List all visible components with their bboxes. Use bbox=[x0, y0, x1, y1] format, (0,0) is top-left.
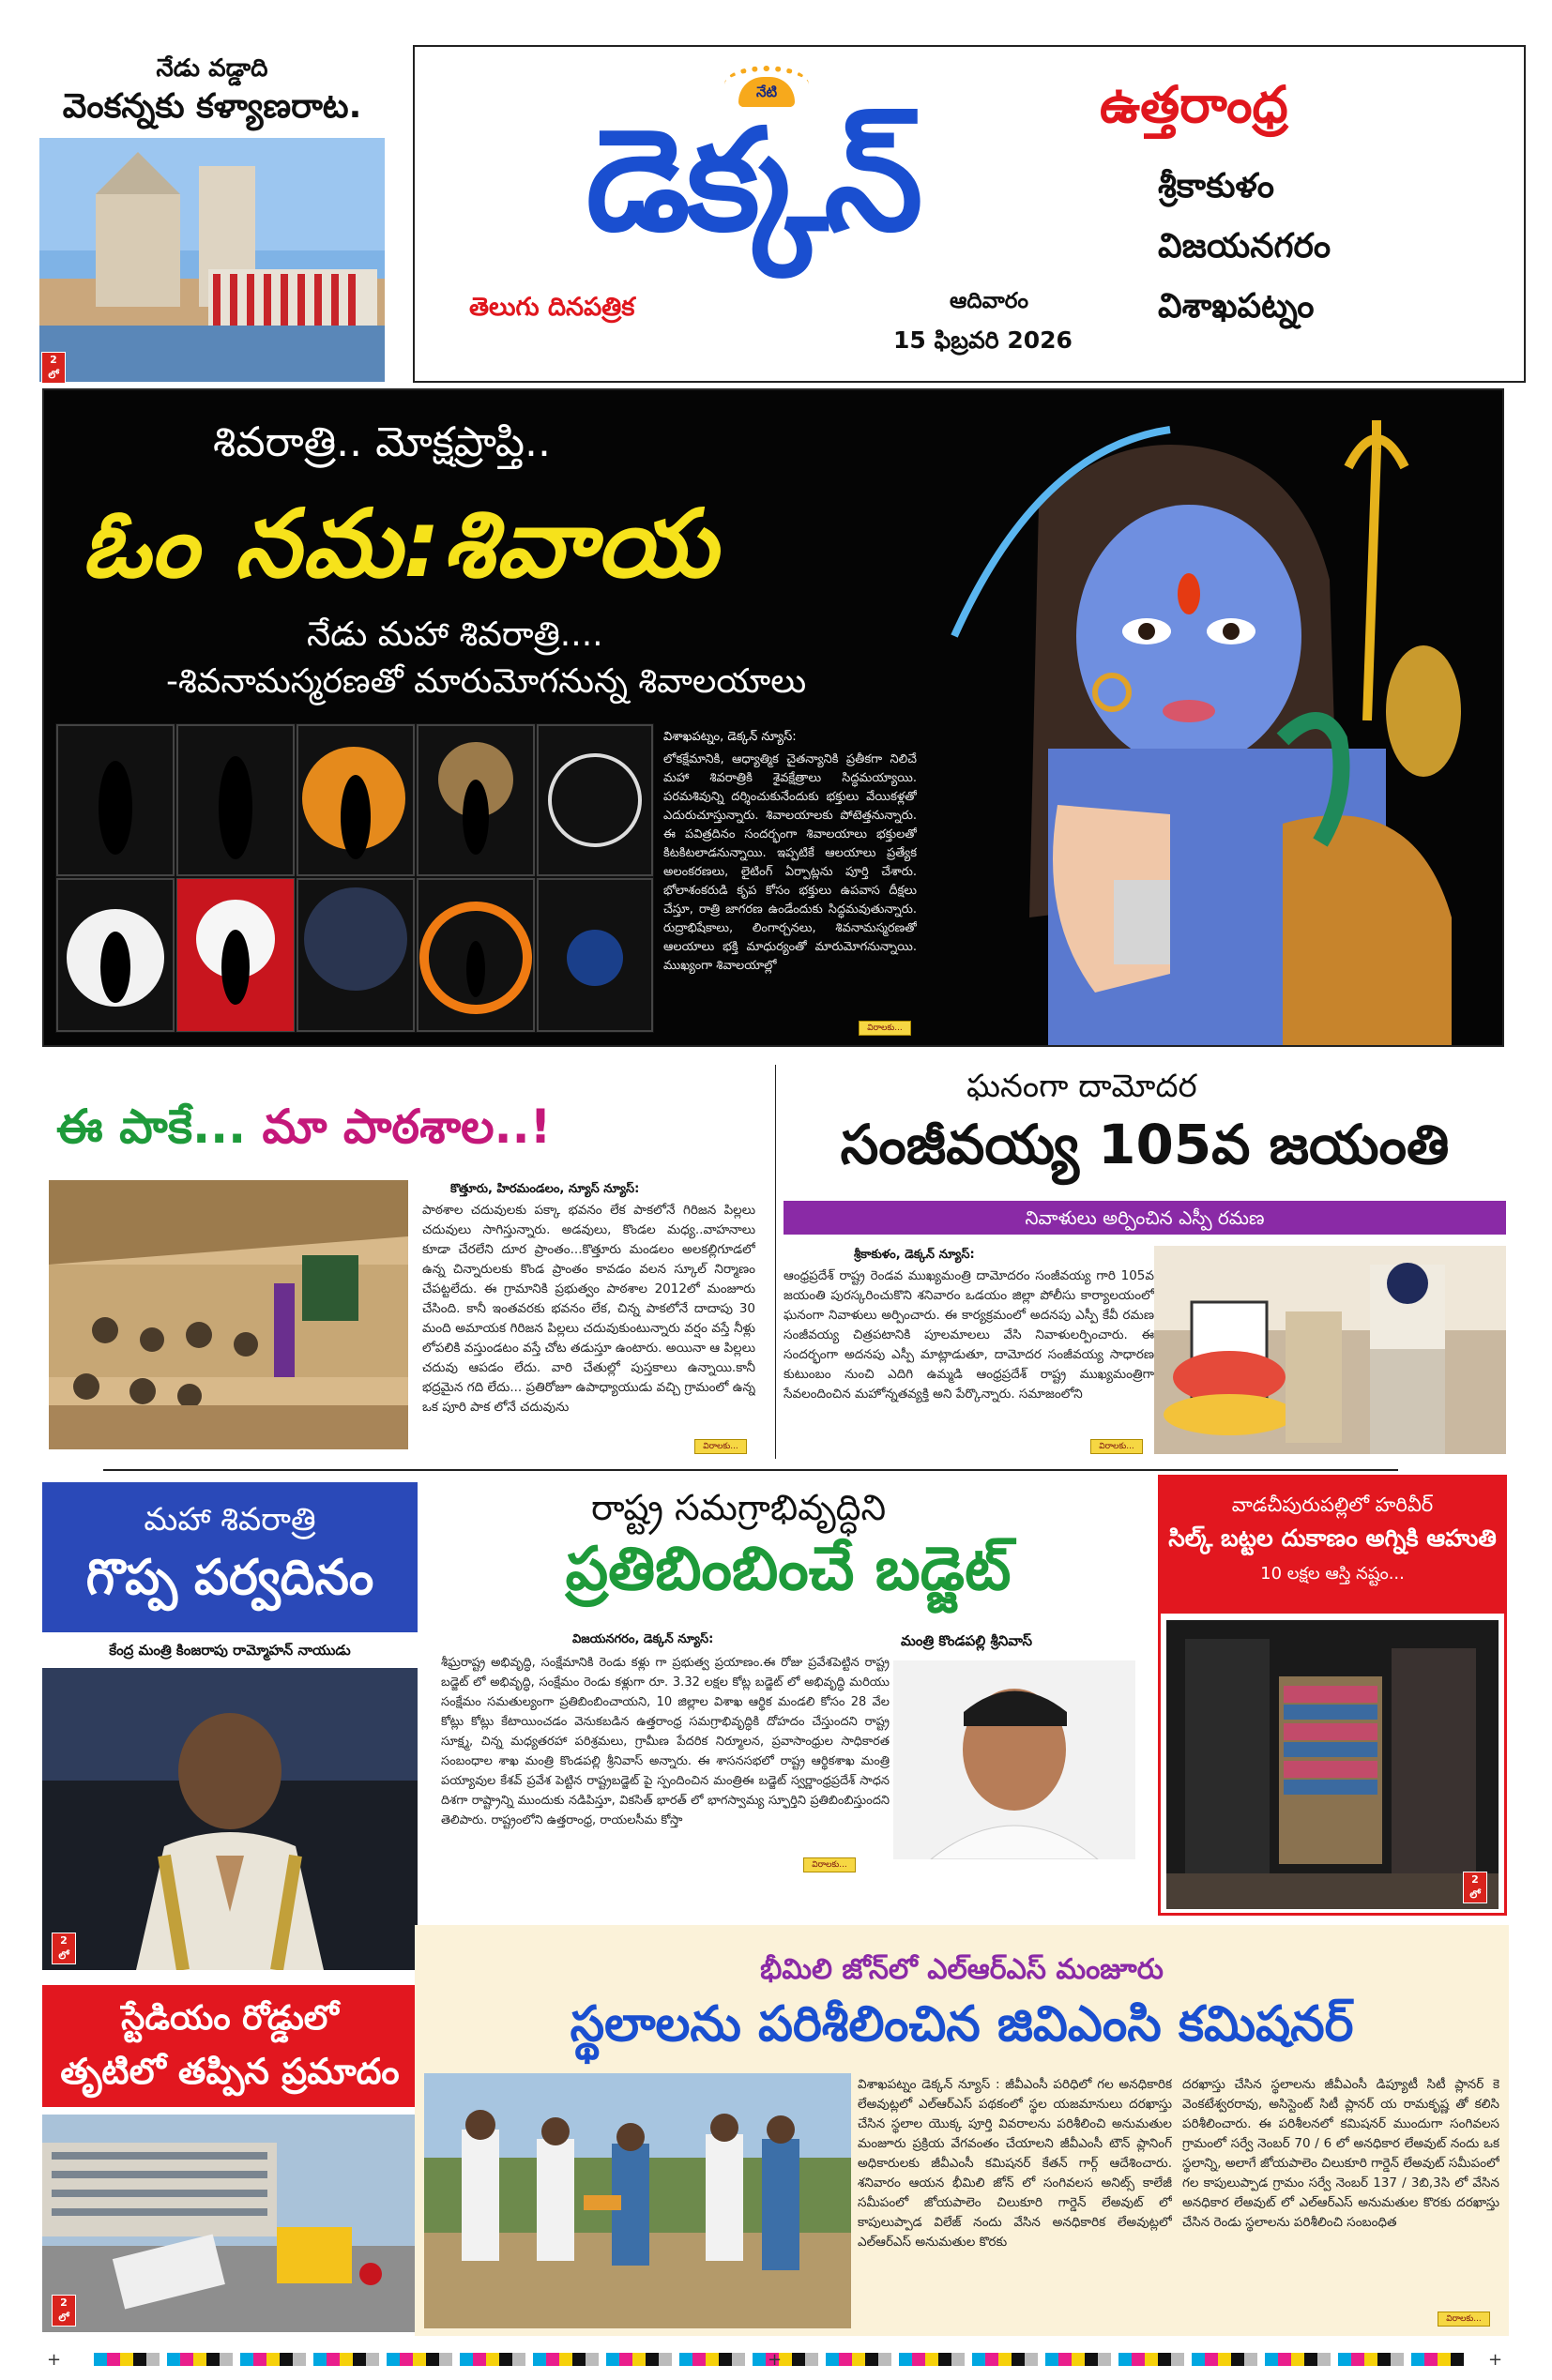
sanjeevaiah-body: ఆంధ్రప్రదేశ్ రాష్ట్ర రెండవ ముఖ్యమంత్రి దామోదరం సంజీవయ్య గారి 105వ జయంతి పురస్కరించుకొని శనివారం ఒడయం జిల్లా పోలీసు కార్యాలయంలో ఘనంగా నివాళులు అర్పించారు. ఈ కార్యక్రమంలో అదనపు ఎస్పీ కేవీ రమణ సంజీవయ్య చిత్రపటానికి పూలమాలలు వేసి నివాళులర్పించారు. ఈ సందర్భంగా అదనపు ఎస్పీ మాట్లాడుతూ, దామోదర సంజీవయ్య సాధారణ కుటుంబం నుంచి ఎదిగి ఉమ్మడి ఆంధ్రప్రదేశ్ రాష్ట్ర ముఖ్యమంత్రిగా సేవలందించిన మహోన్నతవ్యక్తి అని పేర్కొన్నారు. సమాజంలోని bbox=[784, 1268, 1154, 1402]
shivaratri-banner bbox=[42, 1482, 418, 1632]
crop-mark-left: + bbox=[47, 2350, 62, 2370]
district-3: విశాఖపట్నం bbox=[1158, 287, 1315, 326]
shiva-artwork bbox=[926, 392, 1502, 1045]
brand-badge: నేటి bbox=[738, 77, 795, 107]
gvmc-kicker: భీమిలి జోన్‌లో ఎల్‌ఆర్‌ఎస్ మంజూరు bbox=[760, 1953, 1164, 1986]
lead-headline: ఓం నమ:శివాయ bbox=[82, 489, 720, 599]
teaser-box[interactable] bbox=[30, 52, 394, 385]
inspection-photo bbox=[424, 2073, 851, 2328]
lead-sub2: -శివనామస్మరణతో మారుమోగనున్న శివాలయాలు bbox=[166, 662, 807, 701]
channel-logo-icon: 2 లో bbox=[41, 352, 66, 384]
sanjeevaiah-headline: సంజీవయ్య 105వ జయంతి bbox=[840, 1113, 1450, 1176]
crop-mark-center: + bbox=[768, 2350, 783, 2370]
fire-kicker: వాడచీపురుపల్లిలో హరివీర్ bbox=[1231, 1493, 1434, 1516]
paaka-headline bbox=[56, 1099, 551, 1166]
shivaratri-box[interactable] bbox=[42, 1482, 418, 1970]
channel-logo-icon: 2 లో bbox=[52, 1933, 76, 1964]
paaka-story[interactable] bbox=[38, 1060, 769, 1462]
gvmc-body-col1: విశాఖపట్నం డెక్కన్ న్యూస్ : జీవీఎంసీ పరిధిలో గల అనధికారిక లేఅవుట్లలో ఎల్‌ఆర్‌ఎస్ పథకంలో స్థల యజమానులు దరఖాస్తు చేసిన స్థలాల యొక్క పూర్తి వివరాలను పరిశీలించి అనుమతుల మంజూరు ప్రక్రియ వేగవంతం చేయాలని జీవీఎంసీ టౌన్ ప్లానింగ్ అధికారులకు జీవీఎంసీ కమిషనర్ కేతన్ గార్గ్ ఆదేశించారు. శనివారం ఆయన భీమిలి జోన్ లో సంగివలస అనిట్స్ కాలేజీ సమీపంలో జోయపాలెం చిలుకూరి గార్డెన్ లేఅవుట్ లో కాపులుప్పాడ విలేజ్ నందు వేసిన అనధికారిక లేఅవుట్లలో ఎల్‌ఆర్‌ఎస్ అనుమతుల కొరకు bbox=[858, 2077, 1172, 2250]
budget-kicker: రాష్ట్ర సమగ్రాభివృద్ధిని bbox=[591, 1487, 887, 1528]
fire-headline: సిల్క్ బట్టల దుకాణం అగ్నికి ఆహుతి bbox=[1168, 1524, 1497, 1552]
lead-kicker: శివరాత్రి.. మోక్షప్రాప్తి.. bbox=[213, 418, 551, 466]
viral-tag-badge: విరాలకు... bbox=[694, 1439, 747, 1454]
fire-story[interactable] bbox=[1158, 1475, 1507, 1916]
stadium-line2: తృటిలో తప్పిన ప్రమాదం bbox=[60, 2051, 400, 2092]
viral-tag-badge: విరాలకు... bbox=[803, 1857, 856, 1872]
masthead bbox=[413, 45, 1526, 383]
shivaratri-caption: కేంద్ర మంత్రి కింజరాపు రామ్మోహన్ నాయుడు bbox=[109, 1642, 351, 1659]
horizontal-divider bbox=[103, 1469, 1398, 1471]
teaser-line1: నేడు వడ్డాది bbox=[156, 54, 268, 83]
viral-tag-badge: విరాలకు... bbox=[859, 1021, 911, 1036]
sanjeevaiah-kicker: ఘనంగా దామోదర bbox=[966, 1068, 1197, 1105]
column-divider bbox=[775, 1065, 776, 1459]
burnt-shop-photo bbox=[1166, 1620, 1499, 1909]
shivaratri-line2: గొప్ప పర్వదినం bbox=[85, 1550, 374, 1606]
paaka-headline-part2: మా పాఠశాల..! bbox=[262, 1099, 552, 1154]
fire-sub: 10 లక్షల ఆస్తి నష్టం... bbox=[1260, 1564, 1405, 1584]
masthead-title[interactable]: డెక్కన్ bbox=[586, 99, 920, 263]
budget-headline: ప్రతిబింబించే బడ్జెట్ bbox=[565, 1535, 1012, 1604]
accident-photo bbox=[42, 2115, 418, 2332]
stadium-banner bbox=[42, 1985, 418, 2107]
budget-caption: మంత్రి కొండపల్లి శ్రీనివాస్ bbox=[901, 1632, 1033, 1649]
budget-dateline: విజయనగరం, డెక్కన్ న్యూస్: bbox=[572, 1632, 714, 1646]
crop-mark-right: + bbox=[1488, 2350, 1503, 2370]
masthead-subtitle: తెలుగు దినపత్రిక bbox=[469, 293, 635, 322]
masthead-date: 15 ఫిబ్రవరి 2026 bbox=[893, 326, 1073, 354]
hut-school-photo bbox=[49, 1180, 408, 1449]
gvmc-body-col2: దరఖాస్తు చేసిన స్థలాలను జీవీఎంసీ డిప్యూటీ సిటీ ప్లానర్ కె వెంకటేశ్వరరావు, అసిస్టెంట్ సిటీ ప్లానర్ య రామకృష్ణ తో కలిసి పరిశీలించారు. ఈ పరిశీలనలో కమిషనర్ ముందుగా సంగివలస గ్రామంలో సర్వే నెంబర్ 70 / 6 లో అనధికార లేఅవుట్ నందు ఒక స్థలాన్ని, అలాగే జోయపాలెం చిలుకూరి గార్డెన్ లేఅవుట్ సమీపంలో గల కాపులుప్పాడ గ్రామం సర్వే నెంబర్ 137 / 3బి,3సి లో వేసిన అనధికార లేఅవుట్ లో ఎల్‌ఆర్‌ఎస్ అనుమతుల కొరకు దరఖాస్తు చేసిన రెండు స్థలాలను పరిశీలించి సంబంధిత bbox=[1182, 2077, 1499, 2230]
budget-body: శీఘ్రరాష్ట్ర అభివృద్ధి, సంక్షేమానికి రెండు కళ్లు గా ప్రభుత్వ ప్రయాణం.ఈ రోజు ప్రవేశపెట్టిన రాష్ట్ర బడ్జెట్ లో అభివృద్ధి, సంక్షేమం రెండు కళ్లుగా రూ. 3.32 లక్షల కోట్ల బడ్జెట్ లో అభివృద్ధి మరియు సంక్షేమం సమతుల్యంగా ప్రతిబింబించాయని, 10 జిల్లాల విశాఖ ఆర్థిక మండలి కోసం 28 వేల కోట్లు కోట్లు కేటాయించడం వెనుకబడిన ఉత్తరాంధ్ర సమగ్రాభివృద్ధికి దోహదం చేస్తుందని రాష్ట్ర సూక్ష్మ, చిన్న మధ్యతరహా పరిశ్రమలు, గ్రామీణ పేదరిక నిర్మూలన, ప్రవాసాంధ్రుల సాధికారత సంబంధాల శాఖ మంత్రి కొండపల్లి శ్రీనివాస్ అన్నారు. ఈ శాసనసభలో రాష్ట్ర ఆర్థికశాఖ మంత్రి పయ్యావుల కేశవ్ ప్రవేశ పెట్టిన రాష్ట్రబడ్జెట్ పై స్పందించిన మంత్రిఈ బడ్జెట్ స్వర్ణాంధ్రప్రదేశ్ సాధన దిశగా రాష్ట్రాన్ని ముందుకు నడిపిస్తూ, వికసిత్ భారత్ లో భాగస్వామ్య స్ఫూర్తిని ప్రతిబింబిస్తుందని తెలిపారు. రాష్ట్రంలోని ఉత్తరాంధ్ర, రాయలసీమ కోస్తా bbox=[441, 1656, 890, 1827]
teaser-headline: వెంకన్నకు కళ్యాణరాట. bbox=[62, 87, 362, 126]
district-2: విజయనగరం bbox=[1158, 227, 1331, 265]
paaka-body: పాఠశాల చదువులకు పక్కా భవనం లేక పాకలోనే గిరిజన పిల్లలు చదువులు సాగిస్తున్నారు. అడవులు, కొండల మధ్య..వాహనాలు కూడా చేరలేని దూర ప్రాంతం...కొత్తూరు మండలం అలకల్లిగూడలో ఉన్న చిన్నారులకు కొండ ప్రాంతం కావడం వలన స్కూల్ నిర్మాణం చేపట్టలేదు. ఈ గ్రామానికి ప్రభుత్వం పాఠశాల 2012లో మంజూరు చేసింది. కానీ ఇంతవరకు భవనం లేక, చిన్న పాకలోనే దాదాపు 30 మంది అమాయక గిరిజన పిల్లలు చదువుకుంటున్నారు వర్షం వస్తే నీళ్లు లోపలికి వస్తుండటం వస్తే చోట తడుస్తూ ఉంటారు. అయినా ఆ పిల్లలు చదువు ఆపడం లేదు. వారి చేతుల్లో పుస్తకాలు ఉన్నాయి.కానీ భద్రమైన గది లేదు... ప్రతిరోజూ ఉపాధ్యాయుడు వచ్చి గ్రామంలో ఉన్న ఒక పూరి పాక లోనే చదువును bbox=[422, 1203, 755, 1415]
shivaratri-line1: మహా శివరాత్రి bbox=[144, 1501, 316, 1539]
sanjeevaiah-dateline: శ్రీకాకుళం, డెక్కన్ న్యూస్: bbox=[854, 1248, 975, 1262]
lead-dateline: విశాఖపట్నం, డెక్కన్ న్యూస్: bbox=[663, 730, 797, 744]
gvmc-story[interactable] bbox=[415, 1925, 1509, 2336]
minister-portrait-photo bbox=[893, 1660, 1135, 1859]
viral-tag-badge: విరాలకు... bbox=[1438, 2312, 1490, 2327]
stadium-story[interactable] bbox=[42, 1985, 418, 2332]
viral-tag-badge: విరాలకు... bbox=[1090, 1439, 1143, 1454]
edition-name: ఉత్తరాంధ్ర bbox=[1100, 75, 1288, 134]
sanjeevaiah-story[interactable] bbox=[779, 1060, 1511, 1462]
shiva-silhouette-grid bbox=[55, 723, 654, 1033]
channel-logo-icon: 2 లో bbox=[52, 2295, 76, 2327]
paaka-headline-part1: ఈ పాకే... bbox=[56, 1099, 247, 1154]
sun-rays-icon bbox=[724, 66, 809, 103]
lead-story[interactable] bbox=[42, 388, 1504, 1047]
lead-sub1: నేడు మహా శివరాత్రి.... bbox=[307, 615, 603, 654]
lead-body: లోకక్షేమానికి, ఆధ్యాత్మిక చైతన్యానికి ప్రతీకగా నిలిచే మహా శివరాత్రికి శైవక్షేత్రాలు సిద్ధమయ్యాయి. పరమశివున్ని దర్శించుకునేందుకు భక్తులు వేయికళ్లతో ఎదురుచూస్తున్నారు. శివాలయాలకు పోటెత్తనున్నారు. ఈ పవిత్రదినం సందర్భంగా శివాలయాలు భక్తులతో కిటకిటలాడనున్నాయి. ఇప్పటికే ఆలయాలు ప్రత్యేక అలంకరణలు, లైటింగ్ ఏర్పాట్లను పూర్తి చేశారు. భోలాశంకరుడి కృప కోసం భక్తులు ఉపవాస దీక్షలు చేస్తూ, రాత్రి జాగరణ ఉండేందుకు సిద్ధమవుతున్నారు. రుద్రాభిషేకాలు, లింగార్చనలు, శివనామస్మరణతో ఆలయాలు భక్తి మాధుర్యంతో మారుమోగనున్నాయి. ముఖ్యంగా శివాలయాల్లో bbox=[663, 752, 917, 973]
budget-story[interactable] bbox=[432, 1482, 1145, 1876]
minister-greeting-photo bbox=[42, 1668, 418, 1970]
fire-banner bbox=[1161, 1478, 1504, 1614]
tribute-photo bbox=[1154, 1246, 1506, 1454]
masthead-day: ఆదివారం bbox=[950, 289, 1028, 313]
channel-logo-icon: 2 లో bbox=[1463, 1872, 1487, 1903]
sanjeevaiah-banner: నివాళులు అర్పించిన ఎస్పీ రమణ bbox=[784, 1201, 1506, 1235]
paaka-dateline: కొత్తూరు, హిరమండలం, న్యూస్ న్యూస్: bbox=[450, 1182, 640, 1196]
stadium-line1: స్టేడియం రోడ్డులో bbox=[121, 1999, 339, 2038]
gvmc-headline: స్థలాలను పరిశీలించిన జివిఎంసి కమిషనర్ bbox=[570, 1996, 1354, 2053]
temple-photo bbox=[39, 138, 385, 382]
district-1: శ్రీకాకుళం bbox=[1158, 167, 1274, 205]
